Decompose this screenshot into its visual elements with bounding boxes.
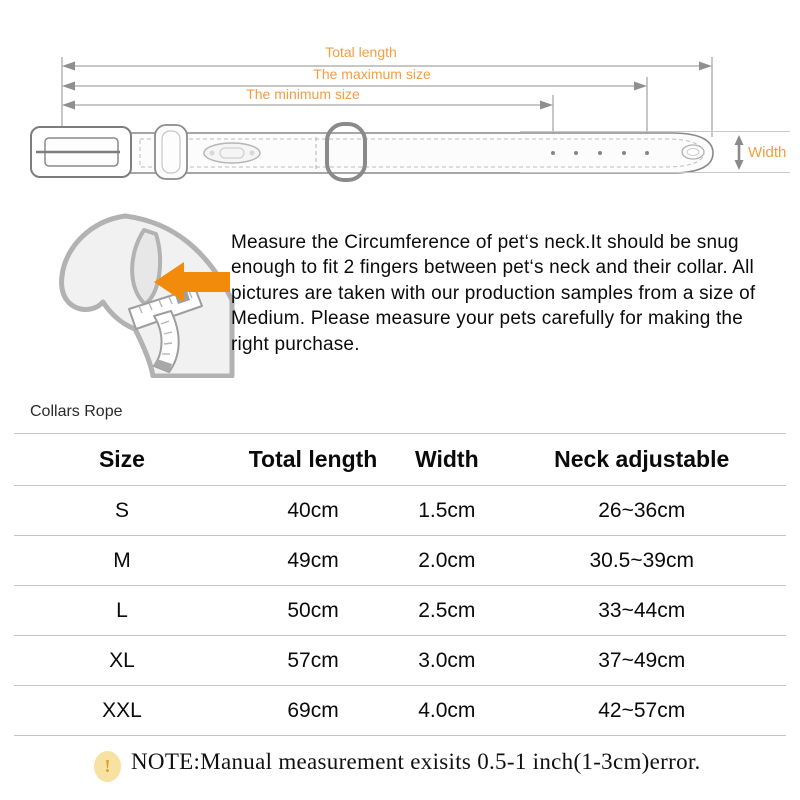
table-row [14,686,786,736]
maximum-size-label: The maximum size [313,66,431,82]
table-cell: 2.5cm [396,586,497,636]
column-header: Neck adjustable [497,434,786,486]
table-cell: 30.5~39cm [497,536,786,586]
total-length-label: Total length [325,44,397,60]
dog-ear [132,230,160,304]
instructions-text: Measure the Circumference of pet‘s neck.It should be snug enough to fit 2 fingers between pet‘s neck and their collar. All pictures are taken with our production samples from a size of Medium. Please measure your pets carefully for making the right purchase. [231,232,756,355]
table-title: Collars Rope [30,403,123,420]
table-cell: XL [14,636,230,686]
table-cell: 33~44cm [497,586,786,636]
note-text: NOTE:Manual measurement exisits 0.5-1 inch(1-3cm)error. [131,749,701,774]
table-cell: 4.0cm [396,686,497,736]
table-row [14,536,786,586]
table-cell: 57cm [230,636,396,686]
dog-illustration [28,206,236,378]
table-row [14,586,786,636]
table-row [14,486,786,536]
collar-illustration [31,124,713,180]
keeper-loop [155,125,187,179]
table-cell: S [14,486,230,536]
table-cell: 2.0cm [396,536,497,586]
table-cell: 69cm [230,686,396,736]
table-cell: 1.5cm [396,486,497,536]
collar-measurement-diagram [0,0,800,212]
table-cell: M [14,536,230,586]
table-cell: XXL [14,686,230,736]
size-table [14,433,786,736]
alert-icon [94,751,121,782]
table-row [14,636,786,686]
column-header: Width [396,434,497,486]
table-body [14,486,786,736]
table-cell: 26~36cm [497,486,786,536]
table-cell: 3.0cm [396,636,497,686]
brand-plate [204,143,260,163]
column-header: Size [14,434,230,486]
table-cell: 40cm [230,486,396,536]
table-cell: 49cm [230,536,396,586]
width-label: Width [748,144,787,161]
table-cell: 42~57cm [497,686,786,736]
table-cell: 50cm [230,586,396,636]
table-header-row [14,434,786,486]
table-cell: L [14,586,230,636]
minimum-size-label: The minimum size [246,86,360,102]
column-header: Total length [230,434,396,486]
alert-exclamation: ! [104,756,111,776]
collar-buckle [31,127,131,177]
table-cell: 37~49cm [497,636,786,686]
